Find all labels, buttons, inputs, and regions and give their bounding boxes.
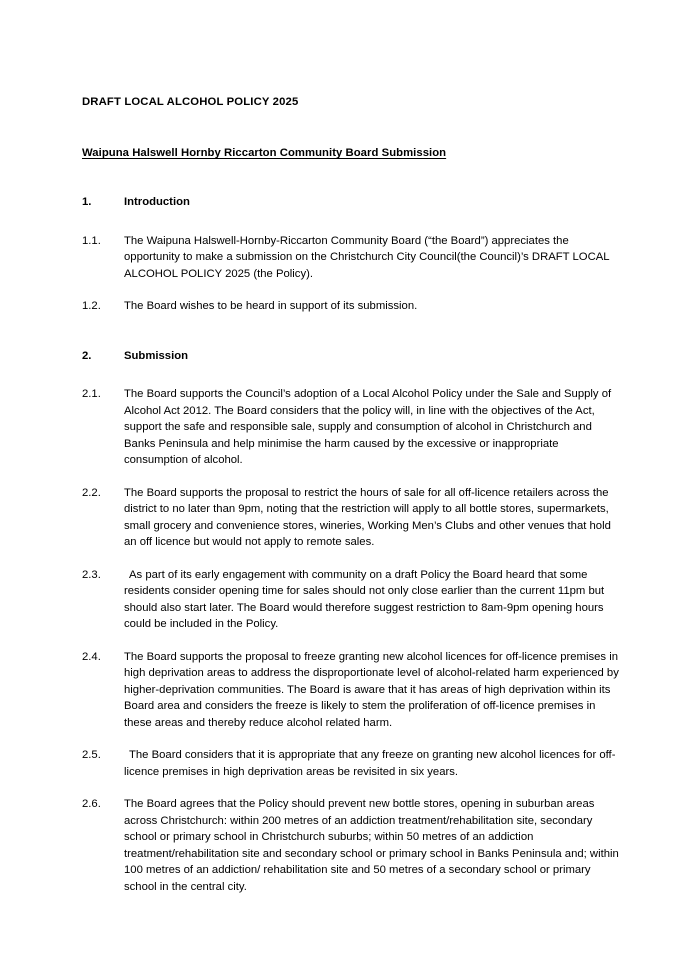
clause-text: The Board agrees that the Policy should prevent new bottle stores, opening in suburban areas across Christchurch: within 200 metres of an addiction treatment/rehabilitation site, secondary school or primary school in Christchurch suburbs; within 50 metres of an addiction treatment/rehabilitation site and secondary school or primary school in Banks Peninsula and; within 100 metres of an addiction/ rehabilitation site and 50 metres of a secondary school or primary school in the central city. <box>124 798 619 893</box>
clause-text: The Board supports the proposal to restrict the hours of sale for all off-licence retailers across the district to no later than 9pm, noting that the restriction will apply to all bottle stores, supermarkets, small grocery and convenience stores, wineries, Working Men’s Clubs and other venues that hold an off licence but would not apply to remote sales. <box>124 486 611 548</box>
clause-text: The Waipuna Halswell-Hornby-Riccarton Community Board (“the Board”) appreciates the opportunity to make a submission on the Christchurch City Council(the Council)’s DRAFT LOCAL ALCOHOL POLICY 2025 (the Policy). <box>124 234 610 280</box>
section-heading-introduction <box>82 194 622 211</box>
spacer <box>82 469 622 485</box>
clause-number: 2.1. <box>82 388 101 400</box>
clause-2-3 <box>82 567 622 633</box>
spacer <box>82 780 622 796</box>
clause-text: The Board wishes to be heard in support of its submission. <box>124 300 418 312</box>
section-number: 1. <box>82 196 92 208</box>
spacer <box>82 211 622 233</box>
document-body <box>82 94 622 895</box>
spacer <box>82 315 622 348</box>
clause-number: 2.3. <box>82 568 101 581</box>
clause-2-6 <box>82 796 622 895</box>
clause-number: 2.2. <box>82 486 101 499</box>
clause-2-5 <box>82 747 622 780</box>
spacer <box>82 364 622 386</box>
clause-2-4 <box>82 649 622 732</box>
clause-1-2 <box>82 298 622 315</box>
spacer <box>82 551 622 567</box>
section-heading-submission <box>82 348 622 365</box>
document-subtitle: Waipuna Halswell Hornby Riccarton Community Board Submission <box>82 147 447 159</box>
spacer <box>82 731 622 747</box>
clause-text: As part of its early engagement with community on a draft Policy the Board heard that some residents consider opening time for sales should not only close earlier than the current 11pm but should also start later. The Board would therefore suggest restriction to 8am-9pm opening hours could be included in the Policy. <box>124 568 605 630</box>
clause-number: 2.6. <box>82 798 101 810</box>
clause-2-2 <box>82 485 622 551</box>
document-title: DRAFT LOCAL ALCOHOL POLICY 2025 <box>82 96 299 108</box>
clause-text: The Board supports the proposal to freeze granting new alcohol licences for off-licence premises in high deprivation areas to address the disproportionate level of alcohol-related harm experienced by higher-deprivation communities. The Board is aware that it has areas of high deprivation within its Board area and considers the freeze is likely to stem the proliferation of off-licence premises in these areas and thereby reduce alcohol related harm. <box>124 650 619 729</box>
spacer <box>82 633 622 649</box>
section-title: Introduction <box>124 196 190 208</box>
clause-1-1 <box>82 233 622 283</box>
section-title: Submission <box>124 349 189 362</box>
clause-number: 1.1. <box>82 234 101 247</box>
section-number: 2. <box>82 349 92 362</box>
clause-number: 2.4. <box>82 650 101 663</box>
clause-number: 2.5. <box>82 749 101 761</box>
clause-text: The Board considers that it is appropriate that any freeze on granting new alcohol licences for off-licence premises in high deprivation areas be revisited in six years. <box>124 749 616 778</box>
clause-text: The Board supports the Council’s adoption of a Local Alcohol Policy under the Sale and Supply of Alcohol Act 2012. The Board considers that the policy will, in line with the objectives of the Act, support the safe and responsible sale, supply and consumption of alcohol in Christchurch and Banks Peninsula and help minimise the harm caused by the excessive or inappropriate consumption of alcohol. <box>124 388 612 466</box>
subtitle-spacer <box>82 161 622 194</box>
clause-number: 1.2. <box>82 300 101 312</box>
spacer <box>82 282 622 298</box>
clause-2-1 <box>82 386 622 469</box>
title-spacer <box>82 110 622 143</box>
